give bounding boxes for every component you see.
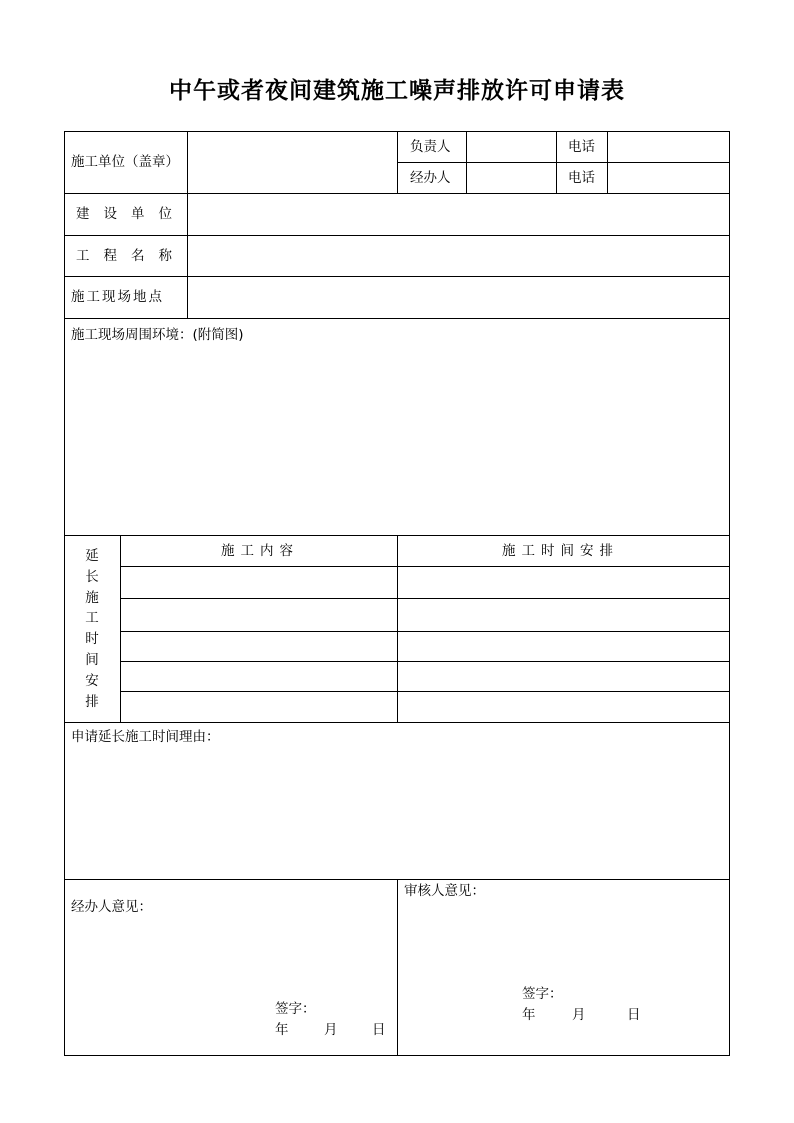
extension-side-label: 延 长 施 工 时 间 安 排 [85, 548, 99, 710]
grid-line [64, 722, 730, 723]
table-border-right [729, 131, 730, 1056]
project-name-field[interactable] [188, 236, 728, 275]
schedule-header: 施工时间安排 [502, 543, 619, 559]
builder-label: 建设单位 [76, 206, 186, 222]
handler-day-label: 日 [372, 1022, 386, 1038]
phone-label: 电话 [568, 170, 595, 186]
phone-field[interactable] [608, 163, 728, 192]
extension-row[interactable] [121, 692, 729, 721]
surroundings-label: 施工现场周围环境：(附简图) [71, 327, 244, 343]
handler-year-label: 年 [275, 1022, 289, 1038]
handler-sign-label: 签字： [275, 1001, 316, 1017]
phone-field[interactable] [608, 132, 728, 161]
construction-unit-label: 施工单位（盖章） [71, 154, 179, 170]
surroundings-field[interactable] [65, 345, 728, 533]
reviewer-month-label: 月 [572, 1007, 586, 1023]
reviewer-year-label: 年 [522, 1007, 536, 1023]
project-name-label: 工程名称 [76, 248, 186, 264]
reviewer-sign-label: 签字： [522, 986, 563, 1002]
extension-row[interactable] [121, 662, 729, 690]
table-border-left [64, 131, 65, 1056]
grid-line [64, 318, 730, 319]
person-in-charge-label: 负责人 [410, 139, 451, 155]
construction-unit-field[interactable] [188, 132, 396, 192]
extension-row[interactable] [121, 632, 729, 660]
content-header: 施工内容 [221, 543, 299, 559]
person-in-charge-field[interactable] [467, 132, 555, 161]
handler-month-label: 月 [324, 1022, 338, 1038]
reason-field[interactable] [65, 748, 728, 877]
builder-field[interactable] [188, 194, 728, 234]
handler-opinion-label: 经办人意见： [71, 899, 152, 915]
reviewer-opinion-label: 审核人意见： [404, 883, 485, 899]
handler-label: 经办人 [410, 170, 451, 186]
site-location-label: 施工现场地点 [71, 289, 164, 305]
site-location-field[interactable] [188, 277, 728, 317]
phone-label: 电话 [568, 139, 595, 155]
reviewer-day-label: 日 [627, 1007, 641, 1023]
handler-field[interactable] [467, 163, 555, 192]
reason-label: 申请延长施工时间理由： [71, 729, 220, 745]
form-title: 中午或者夜间建筑施工噪声排放许可申请表 [169, 78, 625, 104]
extension-row[interactable] [121, 599, 729, 630]
grid-line [397, 879, 398, 1056]
extension-row[interactable] [121, 567, 729, 597]
